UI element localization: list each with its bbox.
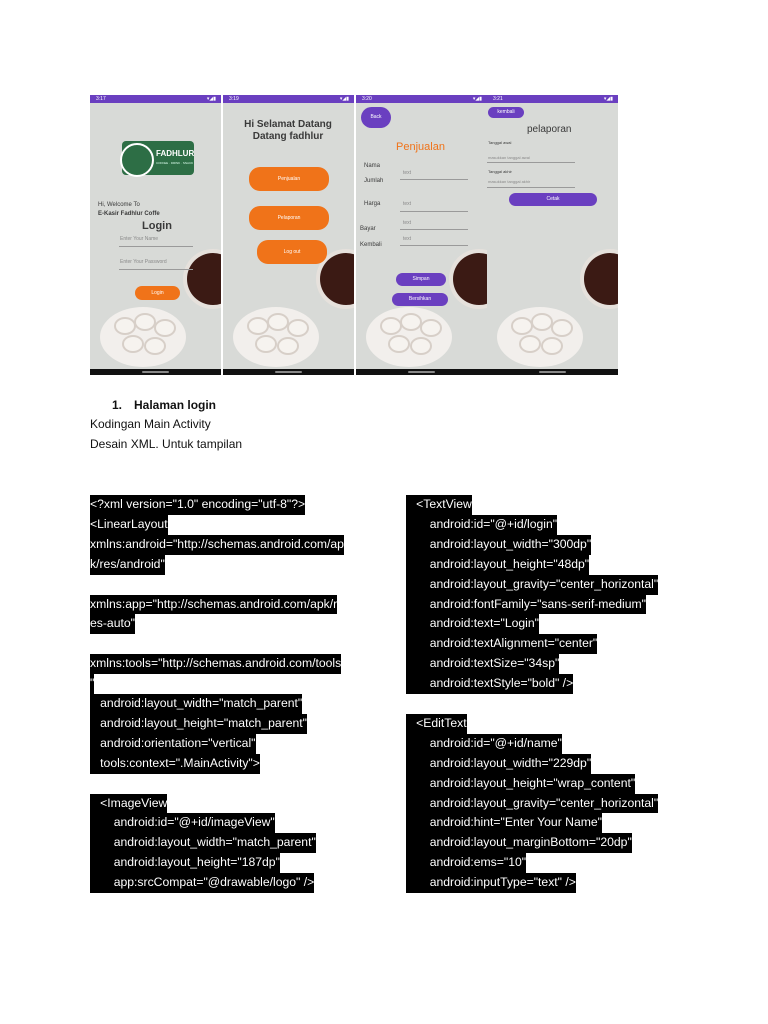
code-line: android:hint="Enter Your Name" [406, 813, 602, 833]
label-bayar: Bayar [360, 226, 376, 232]
code-block-right [406, 495, 686, 893]
code-line: <ImageView [90, 794, 167, 814]
code-line: android:id="@+id/name" [406, 734, 562, 754]
status-bar [223, 95, 354, 103]
logo-brand: FADHLUR [156, 149, 195, 158]
code-line: <LinearLayout [90, 515, 168, 535]
phone-menu-screen [223, 95, 354, 375]
code-line: k/res/android" [90, 555, 165, 575]
code-line: android:layout_height="187dp" [90, 853, 280, 873]
code-line [90, 575, 370, 595]
label-jumlah: Jumlah [364, 178, 384, 184]
donut-plate-image [100, 307, 186, 367]
password-input-underline [119, 269, 193, 270]
heading-text: Halaman login [134, 398, 217, 412]
nama-input-underline [400, 179, 468, 180]
nama-input[interactable]: text [403, 170, 412, 176]
harga-input[interactable]: text [403, 201, 412, 207]
status-icons: ▾◢▮ [472, 96, 482, 102]
doc-line-2: Desain XML. Untuk tampilan [90, 437, 243, 451]
status-icons: ▾◢▮ [206, 96, 216, 102]
fadhlur-logo [122, 141, 194, 175]
status-time: 3:19 [229, 96, 239, 102]
simpan-button[interactable]: Simpan [396, 273, 446, 286]
donut-plate-image [233, 307, 319, 367]
code-line: xmlns:tools="http://schemas.android.com/tools [90, 654, 341, 674]
welcome-line-2: E-Kasir Fadhlur Coffe [98, 211, 160, 217]
code-line: android:layout_height="wrap_content" [406, 774, 635, 794]
coffee-cup-icon [120, 143, 154, 177]
welcome-line-1: Hi, Welcome To [98, 202, 140, 208]
cetak-button[interactable]: Cetak [509, 193, 597, 206]
donut-plate-image [366, 307, 452, 367]
kembali-button[interactable]: kembali [488, 107, 524, 118]
coffee-cup-image [453, 253, 487, 305]
code-line: android:ems="10" [406, 853, 526, 873]
coffee-cup-image [187, 253, 221, 305]
status-bar [90, 95, 221, 103]
status-time: 3:17 [96, 96, 106, 102]
code-line: android:layout_gravity="center_horizontal" [406, 575, 658, 595]
nav-bar [223, 369, 354, 375]
phone-login-screen [90, 95, 221, 375]
login-button[interactable]: Login [135, 286, 180, 300]
code-line: android:layout_width="match_parent" [90, 694, 302, 714]
section-heading [112, 398, 216, 412]
code-line: android:layout_width="229dp" [406, 754, 591, 774]
coffee-cup-image [584, 253, 618, 305]
code-line: android:layout_width="match_parent" [90, 833, 316, 853]
status-time: 3:21 [493, 96, 503, 102]
status-icons: ▾◢▮ [603, 96, 613, 102]
code-line: android:layout_marginBottom="20dp" [406, 833, 632, 853]
phone-penjualan-screen [356, 95, 487, 375]
code-line: xmlns:app="http://schemas.android.com/apk/r [90, 595, 337, 615]
code-line: android:layout_width="300dp" [406, 535, 591, 555]
status-icons: ▾◢▮ [339, 96, 349, 102]
status-bar [356, 95, 487, 103]
nav-bar [487, 369, 618, 375]
label-nama: Nama [364, 163, 381, 169]
code-block-left [90, 495, 370, 893]
coffee-cup-image [320, 253, 354, 305]
code-line: es-auto" [90, 614, 135, 634]
code-line: android:inputType="text" /> [406, 873, 576, 893]
greeting-text: Hi Selamat Datang Datang fadhlur [244, 119, 332, 142]
code-line: android:fontFamily="sans-serif-medium" [406, 595, 646, 615]
app-screenshots [90, 95, 618, 375]
code-line: android:id="@+id/imageView" [90, 813, 275, 833]
name-input-underline [119, 246, 193, 247]
label-tanggal-awal: Tanggal awal [488, 140, 512, 145]
code-line: android:layout_height="match_parent" [90, 714, 307, 734]
tanggal-akhir-input[interactable]: masukkan tanggal akhir [488, 179, 531, 184]
harga-input-underline [400, 211, 468, 212]
pelaporan-title: pelaporan [527, 124, 572, 135]
donut-plate-image [497, 307, 583, 367]
status-time: 3:20 [362, 96, 372, 102]
kembali-input-underline [400, 245, 468, 246]
code-line: app:srcCompat="@drawable/logo" /> [90, 873, 314, 893]
name-input[interactable]: Enter Your Name [120, 236, 159, 242]
code-line: android:id="@+id/login" [406, 515, 557, 535]
code-line [90, 634, 370, 654]
code-line: xmlns:android="http://schemas.android.com/ap [90, 535, 344, 555]
code-line: <EditText [406, 714, 467, 734]
phone-pelaporan-screen [487, 95, 618, 375]
label-harga: Harga [364, 201, 381, 207]
login-title: Login [142, 220, 172, 232]
code-line: android:layout_gravity="center_horizontal" [406, 794, 658, 814]
tanggal-awal-underline [487, 162, 575, 163]
code-line: android:layout_height="48dp" [406, 555, 589, 575]
heading-number: 1. [112, 398, 123, 412]
label-kembali: Kembali [360, 242, 382, 248]
code-line [90, 774, 370, 794]
doc-line-1: Kodingan Main Activity [90, 417, 211, 431]
code-line: android:text="Login" [406, 614, 539, 634]
code-line: <?xml version="1.0" encoding="utf-8"?> [90, 495, 305, 515]
code-line: android:textSize="34sp" [406, 654, 559, 674]
status-bar [487, 95, 618, 103]
code-line: tools:context=".MainActivity"> [90, 754, 260, 774]
password-input[interactable]: Enter Your Password [120, 259, 167, 265]
nav-bar [90, 369, 221, 375]
code-line: <TextView [406, 495, 472, 515]
logo-tagline: COFFEE · DRINK · SNACK [156, 161, 194, 165]
code-line [406, 694, 686, 714]
nav-bar [356, 369, 487, 375]
bayar-input-underline [400, 229, 468, 230]
penjualan-title: Penjualan [396, 141, 445, 153]
kembali-input[interactable]: text [403, 236, 412, 242]
logout-button[interactable]: Log out [257, 240, 327, 264]
tanggal-akhir-underline [487, 187, 575, 188]
back-button[interactable]: Back [361, 107, 391, 128]
code-line: android:textAlignment="center" [406, 634, 597, 654]
penjualan-button[interactable]: Penjualan [249, 167, 329, 191]
bayar-input[interactable]: text [403, 220, 412, 226]
code-line: android:orientation="vertical" [90, 734, 256, 754]
label-tanggal-akhir: Tanggal akhir [488, 169, 512, 174]
tanggal-awal-input[interactable]: masukkan tanggal awal [488, 155, 530, 160]
pelaporan-button[interactable]: Pelaporan [249, 206, 329, 230]
code-line: " [90, 674, 94, 694]
code-line: android:textStyle="bold" /> [406, 674, 573, 694]
bersihkan-button[interactable]: Bersihkan [392, 293, 448, 306]
